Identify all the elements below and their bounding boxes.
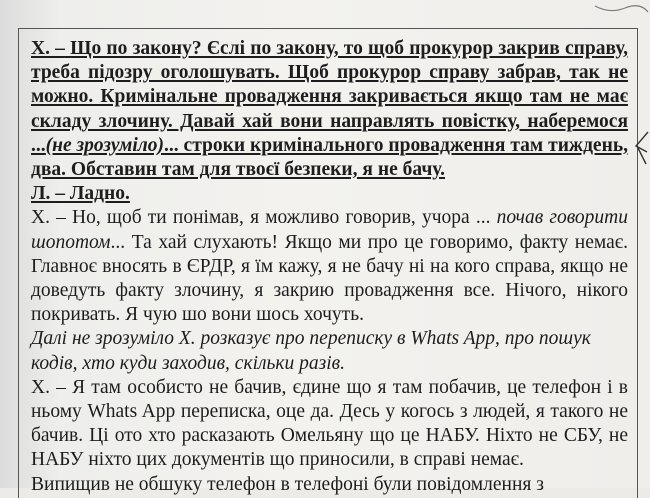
pen-mark — [590, 0, 650, 20]
paragraph-5 — [31, 376, 628, 473]
p5-text: Х. – Я там особисто не бачив, єдине що я там побачив, це телефон і в ньому Whats App переписка, оце да. Десь у когось з людей, я такого не бачив. Ці ото хто расказають Омельяну що це НАБУ. Ніхто не СБУ, не НАБУ ніхто цих документів що приносили, в справі немає. — [31, 376, 628, 471]
paragraph-4 — [31, 327, 628, 375]
transcript-text — [31, 37, 628, 497]
paragraph-6 — [31, 473, 628, 497]
p1-note: (не зрозуміло) — [45, 134, 165, 156]
paragraph-3 — [31, 206, 628, 327]
speaker-x: Х. – — [31, 38, 65, 59]
paragraph-1 — [31, 37, 628, 182]
p6-text: Випищив не обшуку телефон в телефоні були повідомлення з — [31, 473, 544, 495]
p1-main: Що по закону? Єслі по закону, то щоб прокурор закрив справу, треба підозру оголошувать. Щоб прокурор справу забрав, так не можно. Кримінальне провадження закривається якщо там не має складу злочину. Давай хай вони направлять повістку, наберемося ... — [31, 38, 628, 156]
p3-b: ... Та хай слухають! Якщо ми про це говоримо, факту немає. Главноє вносять в ЄРДР, я їм кажу, я не бачу ні на кого справа, якщо не доведуть факту злочину, я закрию провадження все. Нічого, нікого покривать. Я чую шо вони шось хочуть. — [31, 231, 628, 326]
p4-text: Далі не зрозуміло Х. розказує про переписку в Whats App, про пошук кодів, хто куди заходив, скільки разів. — [31, 328, 591, 374]
paragraph-2 — [31, 182, 130, 206]
p2-text: Л. – Ладно. — [31, 183, 130, 205]
p1-tail: ... строки кримінального провадження там тиждень, два. Обставин там для твоєї безпеки, я не бачу. — [31, 134, 629, 181]
p3-a: Х. – Но, щоб ти понімав, я можливо говорив, учора ... — [31, 207, 491, 229]
p3-note: почав говорити шопотом — [31, 207, 628, 253]
handwritten-margin-mark — [632, 128, 650, 168]
